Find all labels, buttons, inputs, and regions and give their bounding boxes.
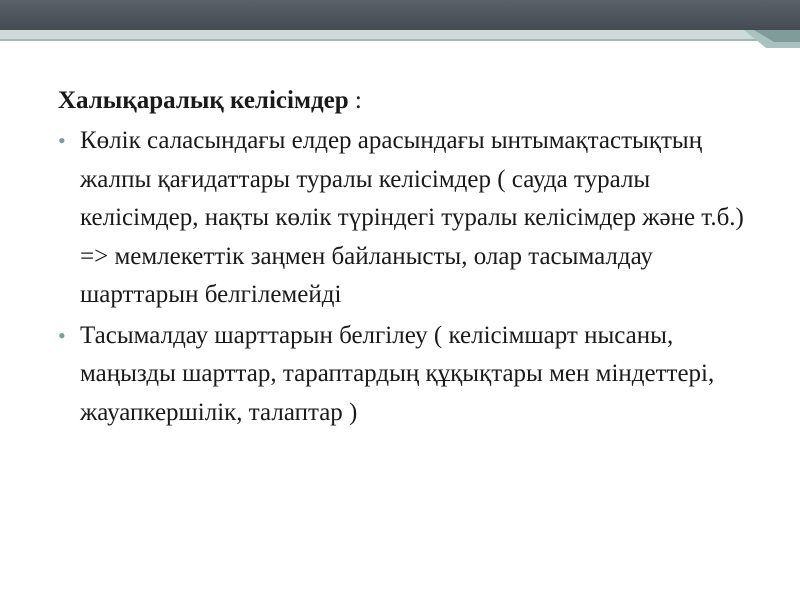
heading-text: Халықаралық келісімдер [58,87,349,114]
bullet-item [58,317,768,433]
slide-body [58,82,768,434]
slide-accent-line [0,39,800,41]
bullet-marker-icon: • [58,128,66,153]
heading-colon: : [348,87,362,114]
corner-accent-shape [744,30,800,48]
slide-heading [58,82,768,120]
bullet-list [58,122,768,432]
slide-accent-band [0,30,800,39]
slide-header-bar [0,0,800,30]
bullet-marker-icon: • [58,322,66,348]
bullet-text: Көлік саласындағы елдер арасындағы ынтымақтастықтың жалпы қағидаттары туралы келісімдер ( сауда туралы келісімдер, нақты көлік түріндегі туралы келісімдер және т.б.) => мемлекеттік заңмен байланысты, олар тасымалдау шарттарын белгілемейді [80,127,744,308]
bullet-text: Тасымалдау шарттарын белгілеу ( келісімшарт нысаны, маңызды шарттар, тараптардың құқықтары мен міндеттері, жауапкершілік, талаптар ) [80,321,715,426]
bullet-item [58,122,768,315]
